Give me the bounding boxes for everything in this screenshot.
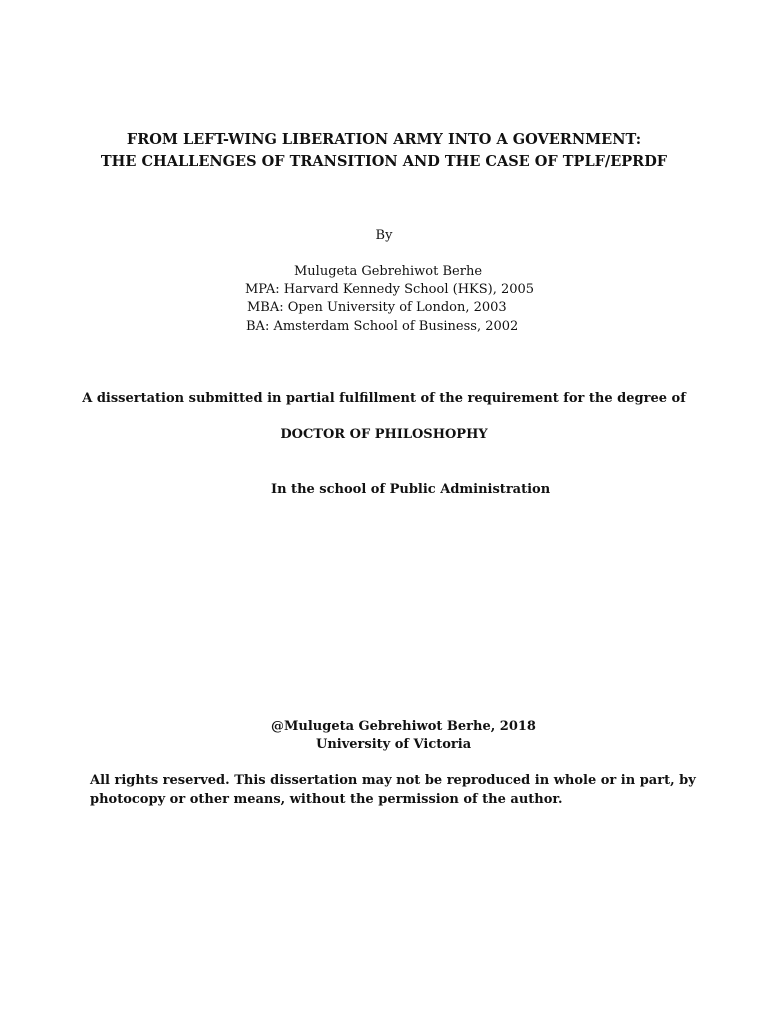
copyright-holder: @Mulugeta Gebrehiwot Berhe, 2018: [271, 719, 536, 734]
degree-mpa: MPA: Harvard Kennedy School (HKS), 2005: [245, 282, 535, 297]
university-name: University of Victoria: [316, 737, 472, 752]
degree-ba: BA: Amsterdam School of Business, 2002: [246, 319, 519, 334]
byline: By: [375, 228, 393, 243]
submission-statement: A dissertation submitted in partial fulfillment of the requirement for the degree of: [82, 391, 686, 406]
author-name: Mulugeta Gebrehiwot Berhe: [294, 264, 483, 279]
degree-name: DOCTOR OF PHILOSHOPHY: [280, 427, 488, 442]
rights-notice-line-1: All rights reserved. This dissertation may not be reproduced in whole or in part, by: [90, 773, 696, 788]
rights-notice-line-2: photocopy or other means, without the permission of the author.: [90, 792, 563, 807]
title-line-2: THE CHALLENGES OF TRANSITION AND THE CASE OF TPLF/EPRDF: [100, 153, 668, 170]
degree-mba: MBA: Open University of London, 2003: [247, 300, 507, 315]
title-line-1: FROM LEFT-WING LIBERATION ARMY INTO A GOVERNMENT:: [126, 131, 642, 148]
school-name: In the school of Public Administration: [271, 482, 551, 497]
